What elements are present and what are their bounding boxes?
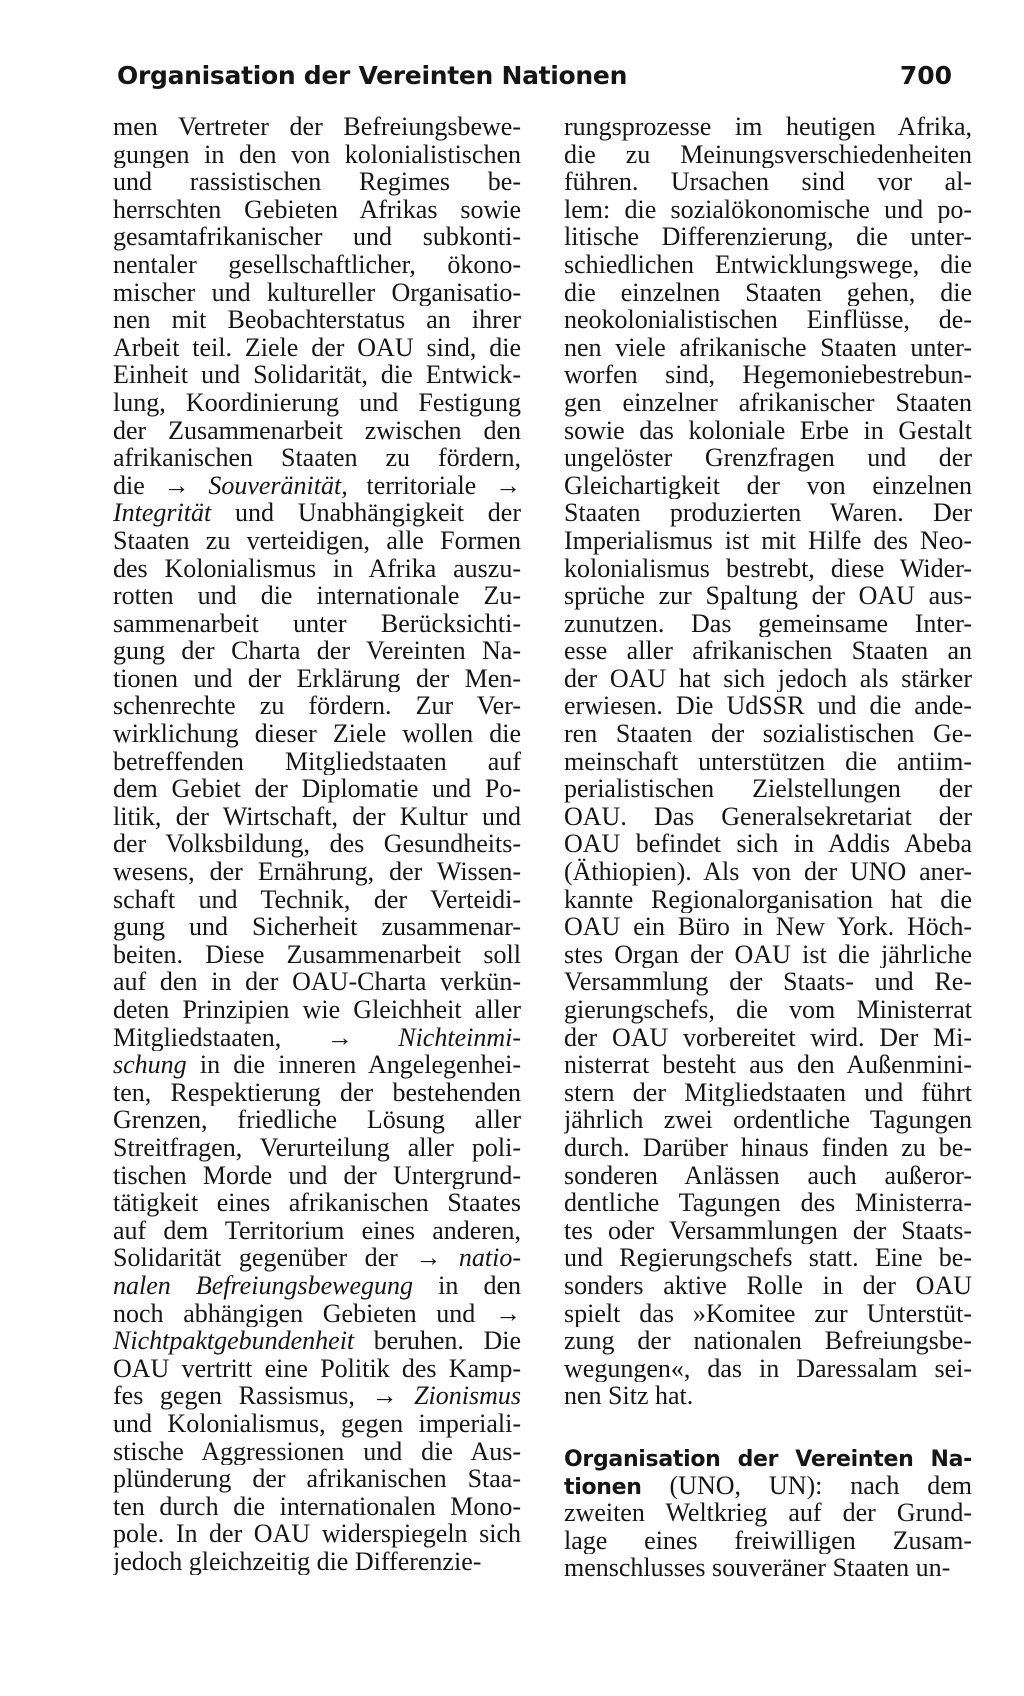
text-segment: die zu Meinungsverschiedenheiten: [564, 140, 972, 169]
text-line: [113, 775, 521, 803]
text-segment: sammenarbeit unter Berücksichti-: [113, 609, 521, 638]
text-segment: territoriale →: [347, 471, 521, 500]
text-line: [113, 1382, 521, 1410]
text-segment: zunutzen. Das gemeinsame Inter-: [564, 609, 972, 638]
text-line: [564, 941, 972, 969]
text-line: [564, 582, 972, 610]
running-head: Organisation der Vereinten Nationen: [117, 61, 628, 90]
text-segment: die einzelnen Staaten gehen, die: [564, 278, 972, 307]
text-segment: ungelöster Grenzfragen und der: [564, 444, 972, 472]
text-line: [113, 1244, 521, 1272]
text-line: [113, 582, 521, 610]
text-line: [564, 913, 972, 941]
text-segment: stern der Mitgliedstaaten und führt: [564, 1078, 972, 1107]
text-segment: nen Sitz hat.: [564, 1382, 694, 1410]
text-line: [564, 830, 972, 858]
text-line: [113, 968, 521, 996]
text-line: [564, 720, 972, 748]
text-segment: litische Differenzierung, die unter-: [564, 223, 972, 251]
text-line: [564, 1244, 972, 1272]
text-segment: men Vertreter der Befreiungsbewe-: [113, 113, 521, 141]
text-segment: herrschten Gebieten Afrikas sowie: [113, 195, 521, 224]
text-segment: beruhen. Die: [354, 1327, 521, 1355]
cross-reference: natio-: [458, 1244, 521, 1272]
text-line: [113, 1548, 521, 1576]
text-segment: OAU ein Büro in New York. Höch-: [564, 913, 972, 941]
text-segment: lung, Koordinierung und Festigung: [113, 388, 521, 417]
text-segment: ten, Respektierung der bestehenden: [113, 1078, 521, 1107]
text-line: [564, 1217, 972, 1245]
entry-separator: [564, 1410, 972, 1444]
text-line: [113, 1162, 521, 1190]
text-line: [113, 996, 521, 1024]
text-segment: lage eines freiwilligen Zusam-: [564, 1526, 972, 1555]
text-segment: wegungen«, das in Daressalam sei-: [564, 1354, 972, 1383]
text-segment: spielt das »Komitee zur Unterstüt-: [564, 1299, 972, 1328]
text-segment: Versammlung der Staats- und Re-: [564, 968, 972, 996]
text-segment: Mitgliedstaaten, →: [113, 1023, 399, 1052]
text-segment: worfen sind, Hegemoniebestrebun-: [564, 361, 972, 389]
text-line: [113, 279, 521, 307]
text-segment: sonderen Anlässen auch außeror-: [564, 1161, 972, 1190]
text-line: [113, 803, 521, 831]
text-line: [564, 692, 972, 720]
text-line: [564, 1300, 972, 1328]
text-line: [113, 1520, 521, 1548]
text-line: [113, 720, 521, 748]
text-line: [113, 472, 521, 500]
text-segment: und Unabhängigkeit der: [211, 499, 521, 527]
text-segment: lem: die sozialökonomische und po-: [564, 195, 972, 224]
text-segment: fes gegen Rassismus, →: [113, 1382, 415, 1410]
text-segment: auf den in der OAU-Charta verkün-: [113, 968, 521, 996]
text-segment: und rassistischen Regimes be-: [113, 168, 521, 196]
text-segment: sonders aktive Rolle in der OAU: [564, 1271, 972, 1300]
text-line: [564, 168, 972, 196]
text-segment: meinschaft unterstützen die antiim-: [564, 747, 972, 776]
text-segment: tes oder Versammlungen der Staats-: [564, 1216, 972, 1245]
cross-reference: Nichteinmi-: [398, 1023, 521, 1052]
text-segment: OAU vertritt eine Politik des Kamp-: [113, 1354, 521, 1383]
text-line: [564, 1444, 972, 1472]
text-line: [564, 279, 972, 307]
text-segment: kolonialismus bestrebt, diese Wider-: [564, 554, 972, 583]
text-segment: in die inneren Angelegenhei-: [186, 1051, 521, 1079]
text-line: [113, 748, 521, 776]
text-segment: und Regierungschefs statt. Eine be-: [564, 1244, 972, 1272]
text-line: [113, 1493, 521, 1521]
text-segment: erwiesen. Die UdSSR und die ande-: [564, 692, 972, 721]
text-line: [564, 1527, 972, 1555]
text-line: [113, 306, 521, 334]
text-line: [564, 417, 972, 445]
cross-reference: Zionismus: [414, 1382, 521, 1410]
text-line: [564, 996, 972, 1024]
text-segment: stes Organ der OAU ist die jährliche: [564, 940, 972, 969]
text-segment: perialistischen Zielstellungen der: [564, 775, 972, 803]
text-segment: Staaten zu verteidigen, alle Formen: [113, 526, 521, 555]
text-line: [113, 692, 521, 720]
text-segment: noch abhängigen Gebieten und →: [113, 1299, 521, 1328]
cross-reference: nalen Befreiungsbewegung: [113, 1271, 413, 1300]
text-segment: gungen in den von kolonialistischen: [113, 140, 521, 169]
text-line: [564, 886, 972, 914]
text-line: [564, 527, 972, 555]
text-line: [564, 306, 972, 334]
text-line: [564, 748, 972, 776]
text-line: [113, 1355, 521, 1383]
text-segment: (Äthiopien). Als von der UNO aner-: [564, 858, 972, 886]
text-segment: des Kolonialismus in Afrika auszu-: [113, 554, 521, 583]
text-line: [564, 1051, 972, 1079]
text-line: [113, 223, 521, 251]
text-segment: OAU befindet sich in Addis Abeba: [564, 830, 972, 859]
text-line: [564, 555, 972, 583]
text-line: [564, 775, 972, 803]
text-segment: nen mit Beobachterstatus an ihrer: [113, 306, 521, 334]
text-segment: Imperialismus ist mit Hilfe des Neo-: [564, 526, 972, 555]
text-line: [564, 361, 972, 389]
text-segment: Einheit und Solidarität, die Entwick-: [113, 361, 521, 389]
text-segment: Staaten produzierten Waren. Der: [564, 499, 972, 527]
text-line: [113, 1134, 521, 1162]
text-line: [564, 499, 972, 527]
text-segment: gen einzelner afrikanischer Staaten: [564, 388, 972, 417]
text-line: [113, 141, 521, 169]
text-line: [113, 113, 521, 141]
text-segment: (UNO, UN): nach dem: [641, 1471, 972, 1500]
text-line: [564, 1134, 972, 1162]
text-segment: betreffenden Mitgliedstaaten auf: [113, 747, 521, 776]
text-line: [564, 1106, 972, 1134]
text-segment: nen viele afrikanische Staaten unter-: [564, 333, 972, 362]
text-segment: Streitfragen, Verurteilung aller poli-: [113, 1133, 521, 1162]
text-segment: jedoch gleichzeitig die Differenzie-: [113, 1547, 482, 1576]
text-line: [564, 1499, 972, 1527]
text-line: [564, 637, 972, 665]
text-segment: nisterrat besteht aus den Außenmini-: [564, 1051, 972, 1079]
text-segment: neokolonialistischen Einflüsse, de-: [564, 306, 972, 334]
text-segment: der OAU hat sich jedoch als stärker: [564, 664, 972, 693]
text-segment: zung der nationalen Befreiungsbe-: [564, 1327, 972, 1355]
text-line: [113, 830, 521, 858]
text-segment: schiedlichen Entwicklungswege, die: [564, 250, 972, 279]
text-line: [113, 334, 521, 362]
text-segment: wirklichung dieser Ziele wollen die: [113, 720, 521, 748]
text-segment: ten durch die internationalen Mono-: [113, 1492, 521, 1521]
text-line: [113, 1465, 521, 1493]
text-segment: Arbeit teil. Ziele der OAU sind, die: [113, 333, 521, 362]
text-segment: afrikanischen Staaten zu fördern,: [113, 444, 521, 472]
text-line: [564, 472, 972, 500]
text-segment: sowie das koloniale Erbe in Gestalt: [564, 416, 972, 445]
text-line: [113, 1272, 521, 1300]
text-line: [113, 1106, 521, 1134]
text-line: [564, 444, 972, 472]
text-line: [113, 637, 521, 665]
text-line: [113, 913, 521, 941]
text-segment: auf dem Territorium eines anderen,: [113, 1216, 521, 1245]
text-line: [564, 1189, 972, 1217]
text-line: [113, 1079, 521, 1107]
text-segment: menschlusses souveräner Staaten un-: [564, 1554, 951, 1582]
text-line: [564, 113, 972, 141]
text-segment: durch. Darüber hinaus finden zu be-: [564, 1133, 972, 1162]
text-line: [564, 1472, 972, 1500]
cross-reference: Nichtpaktgebundenheit: [113, 1327, 355, 1355]
text-line: [564, 858, 972, 886]
text-segment: gung der Charta der Vereinten Na-: [113, 637, 521, 665]
text-segment: der OAU vorbereitet wird. Der Mi-: [564, 1023, 972, 1052]
text-line: [113, 168, 521, 196]
cross-reference: schung: [113, 1051, 187, 1079]
text-line: [113, 555, 521, 583]
text-line: [564, 968, 972, 996]
text-line: [113, 1300, 521, 1328]
text-segment: esse aller afrikanischen Staaten an: [564, 637, 972, 665]
text-line: [113, 1410, 521, 1438]
text-line: [564, 1382, 972, 1410]
text-segment: stische Aggressionen und die Aus-: [113, 1437, 521, 1466]
text-line: [113, 1438, 521, 1466]
text-line: [564, 1272, 972, 1300]
text-line: [113, 251, 521, 279]
text-segment: schenrechte zu fördern. Zur Ver-: [113, 692, 521, 721]
text-segment: Solidarität gegenüber der →: [113, 1244, 459, 1272]
text-line: [113, 886, 521, 914]
text-segment: führen. Ursachen sind vor al-: [564, 168, 972, 196]
text-line: [564, 223, 972, 251]
text-segment: pole. In der OAU widerspiegeln sich: [113, 1520, 521, 1548]
text-segment: in den: [413, 1271, 521, 1300]
text-segment: beiten. Diese Zusammenarbeit soll: [113, 940, 521, 969]
text-segment: litik, der Wirtschaft, der Kultur und: [113, 802, 521, 831]
text-line: [564, 251, 972, 279]
text-segment: tionen und der Erklärung der Men-: [113, 664, 521, 693]
text-line: [564, 389, 972, 417]
text-segment: Grenzen, friedliche Lösung aller: [113, 1106, 521, 1134]
cross-reference: Souveränität,: [208, 471, 348, 500]
text-line: [113, 361, 521, 389]
text-line: [113, 499, 521, 527]
right-text-column: [564, 113, 972, 1582]
text-line: [564, 141, 972, 169]
text-segment: dem Gebiet der Diplomatie und Po-: [113, 775, 521, 803]
text-segment: schaft und Technik, der Verteidi-: [113, 885, 521, 914]
text-segment: nentaler gesellschaftlicher, ökono-: [113, 250, 521, 279]
text-line: [113, 858, 521, 886]
text-line: [564, 334, 972, 362]
text-segment: ren Staaten der sozialistischen Ge-: [564, 720, 972, 748]
cross-reference: Integrität: [113, 499, 212, 527]
page-number: 700: [899, 61, 952, 90]
text-segment: zweiten Weltkrieg auf der Grund-: [564, 1499, 972, 1527]
text-segment: dentliche Tagungen des Ministerra-: [564, 1189, 972, 1217]
text-line: [113, 665, 521, 693]
text-segment: gesamtafrikanischer und subkonti-: [113, 223, 521, 251]
text-line: [564, 610, 972, 638]
text-line: [113, 1217, 521, 1245]
text-line: [564, 1079, 972, 1107]
text-line: [564, 665, 972, 693]
text-segment: jährlich zwei ordentliche Tagungen: [564, 1106, 972, 1134]
text-line: [113, 389, 521, 417]
text-segment: der Zusammenarbeit zwischen den: [113, 416, 521, 445]
text-segment: der Volksbildung, des Gesundheits-: [113, 830, 521, 859]
text-segment: tischen Morde und der Untergrund-: [113, 1161, 521, 1190]
text-segment: OAU. Das Generalsekretariat der: [564, 802, 972, 831]
text-segment: kannte Regionalorganisation hat die: [564, 885, 972, 914]
text-segment: rungsprozesse im heutigen Afrika,: [564, 113, 972, 141]
text-line: [113, 1189, 521, 1217]
text-line: [113, 527, 521, 555]
text-line: [113, 417, 521, 445]
text-segment: gierungschefs, die vom Ministerrat: [564, 996, 972, 1024]
text-line: [564, 1327, 972, 1355]
text-segment: und Kolonialismus, gegen imperiali-: [113, 1409, 521, 1438]
text-line: [564, 1162, 972, 1190]
text-segment: wesens, der Ernährung, der Wissen-: [113, 858, 521, 886]
text-line: [113, 1024, 521, 1052]
text-segment: die →: [113, 471, 209, 500]
text-line: [564, 1355, 972, 1383]
text-line: [113, 1051, 521, 1079]
entry-headword: tionen: [564, 1474, 642, 1500]
text-line: [113, 941, 521, 969]
entry-headword: Organisation der Vereinten Na-: [564, 1446, 972, 1472]
text-segment: sprüche zur Spaltung der OAU aus-: [564, 582, 972, 610]
text-segment: Gleichartigkeit der von einzelnen: [564, 471, 972, 500]
text-line: [564, 803, 972, 831]
left-text-column: [113, 113, 521, 1575]
text-line: [564, 196, 972, 224]
text-segment: deten Prinzipien wie Gleichheit aller: [113, 996, 521, 1024]
text-segment: mischer und kultureller Organisatio-: [113, 278, 521, 307]
text-line: [113, 1327, 521, 1355]
text-line: [564, 1554, 972, 1582]
text-segment: tätigkeit eines afrikanischen Staates: [113, 1189, 521, 1217]
text-line: [113, 444, 521, 472]
text-line: [564, 1024, 972, 1052]
text-segment: rotten und die internationale Zu-: [113, 582, 521, 610]
text-line: [113, 196, 521, 224]
text-line: [113, 610, 521, 638]
text-segment: gung und Sicherheit zusammenar-: [113, 913, 521, 941]
text-segment: plünderung der afrikanischen Staa-: [113, 1465, 521, 1493]
